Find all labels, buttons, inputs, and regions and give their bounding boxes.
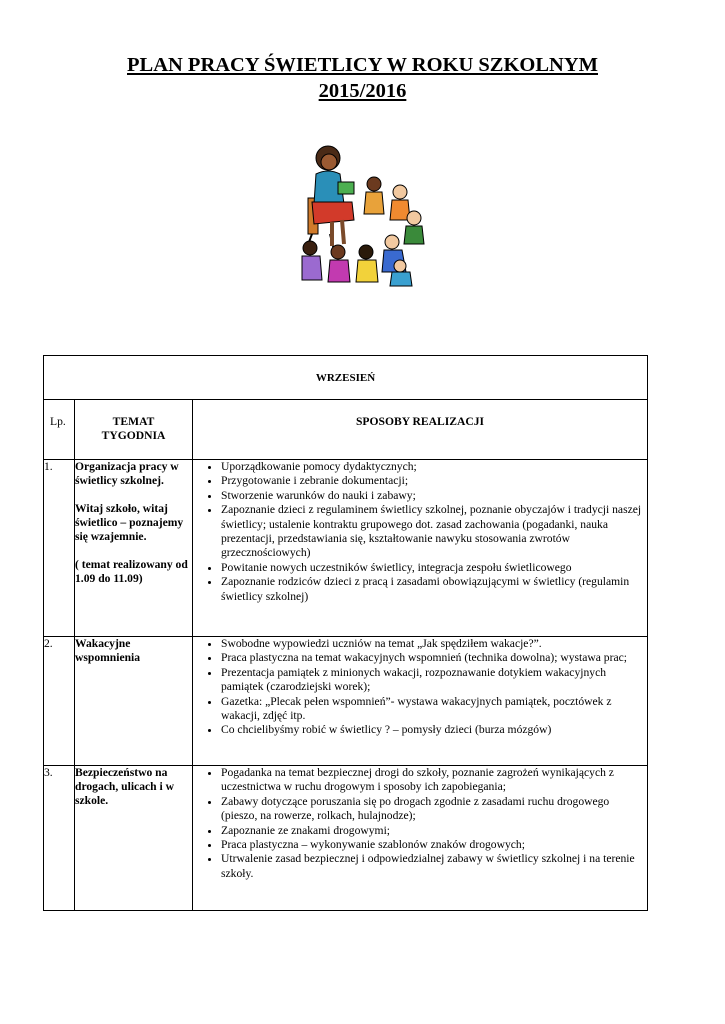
- list-item: • Zapoznanie dzieci z regulaminem świetlicy szkolnej, poznanie obyczajów i tradycji naszej świetlicy; ustalenie kontraktu grupowego dot. zasad zachowania (pogadanki, nauka prezentacji, przedstawiania się, kształtowanie nawyku stosowania zwrotów grzecznościowych): [221, 503, 647, 561]
- header-sposoby: SPOSOBY REALIZACJI: [193, 400, 648, 460]
- list-item: • Pogadanka na temat bezpiecznej drogi do szkoły, poznanie zagrożeń wynikających z uczestnictwa w ruchu drogowym i sposoby ich zapobiegania;: [221, 766, 647, 795]
- header-tema: [75, 400, 193, 460]
- header-row: [44, 400, 648, 460]
- list-item: • Stworzenie warunków do nauki i zabawy;: [221, 489, 647, 503]
- row-topic: [75, 637, 193, 766]
- header-lp: Lp.: [44, 400, 75, 460]
- topic-text: Wakacyjne wspomnienia: [75, 637, 141, 664]
- list-item: • Swobodne wypowiedzi uczniów na temat „Jak spędziłem wakacje?”.: [221, 637, 647, 651]
- header-tema-line-2: TYGODNIA: [101, 429, 166, 442]
- topic-text: Bezpieczeństwo na drogach, ulicach i w szkole.: [75, 766, 174, 807]
- teacher-reading-illustration: [296, 140, 426, 290]
- list-item: • Przygotowanie i zebranie dokumentacji;: [221, 474, 647, 488]
- list-item: • Co chcielibyśmy robić w świetlicy ? – pomysły dzieci (burza mózgów): [221, 723, 647, 737]
- title-line-1: PLAN PRACY ŚWIETLICY W ROKU SZKOLNYM: [127, 54, 598, 76]
- row-number: 2.: [44, 637, 75, 766]
- month-heading: WRZESIEŃ: [44, 356, 648, 400]
- list-item: • Uporządkowanie pomocy dydaktycznych;: [221, 460, 647, 474]
- table-row: [44, 460, 648, 637]
- topic-text: ( temat realizowany od 1.09 do 11.09): [75, 558, 188, 585]
- list-item: • Zabawy dotyczące poruszania się po drogach zgodnie z zasadami ruchu drogowego (pieszo, na rowerze, rolkach, hulajnodze);: [221, 795, 647, 824]
- title-line-2: 2015/2016: [318, 80, 407, 102]
- table-row: [44, 637, 648, 766]
- list-item: • Zapoznanie rodziców dzieci z pracą i zasadami obowiązującymi w świetlicy (regulamin świetlicy szkolnej): [221, 575, 647, 604]
- row-items: [193, 637, 648, 766]
- header-tema-line-1: TEMAT: [112, 415, 155, 428]
- topic-text: Witaj szkoło, witaj świetlico – poznajemy się wzajemnie.: [75, 502, 184, 543]
- topic-text: Organizacja pracy w świetlicy szkolnej.: [75, 460, 179, 487]
- row-number: 1.: [44, 460, 75, 637]
- list-item: • Gazetka: „Plecak pełen wspomnień”- wystawa wakacyjnych pamiątek, pocztówek z wakacji, zdjęć itp.: [221, 695, 647, 724]
- table-row: [44, 766, 648, 911]
- list-item: • Powitanie nowych uczestników świetlicy, integracja zespołu świetlicowego: [221, 561, 647, 575]
- list-item: • Prezentacja pamiątek z minionych wakacji, rozpoznawanie dotykiem wakacyjnych pamiątek (czarodziejski worek);: [221, 666, 647, 695]
- row-topic: [75, 766, 193, 911]
- list-item: • Zapoznanie ze znakami drogowymi;: [221, 824, 647, 838]
- row-items: [193, 766, 648, 911]
- list-item: • Utrwalenie zasad bezpiecznej i odpowiedzialnej zabawy w świetlicy szkolnej i na terenie szkoły.: [221, 852, 647, 881]
- plan-table: [43, 355, 648, 911]
- list-item: • Praca plastyczna – wykonywanie szablonów znaków drogowych;: [221, 838, 647, 852]
- row-items: [193, 460, 648, 637]
- list-item: • Praca plastyczna na temat wakacyjnych wspomnień (technika dowolna); wystawa prac;: [221, 651, 647, 665]
- row-topic: [75, 460, 193, 637]
- page-title: [0, 52, 725, 104]
- row-number: 3.: [44, 766, 75, 911]
